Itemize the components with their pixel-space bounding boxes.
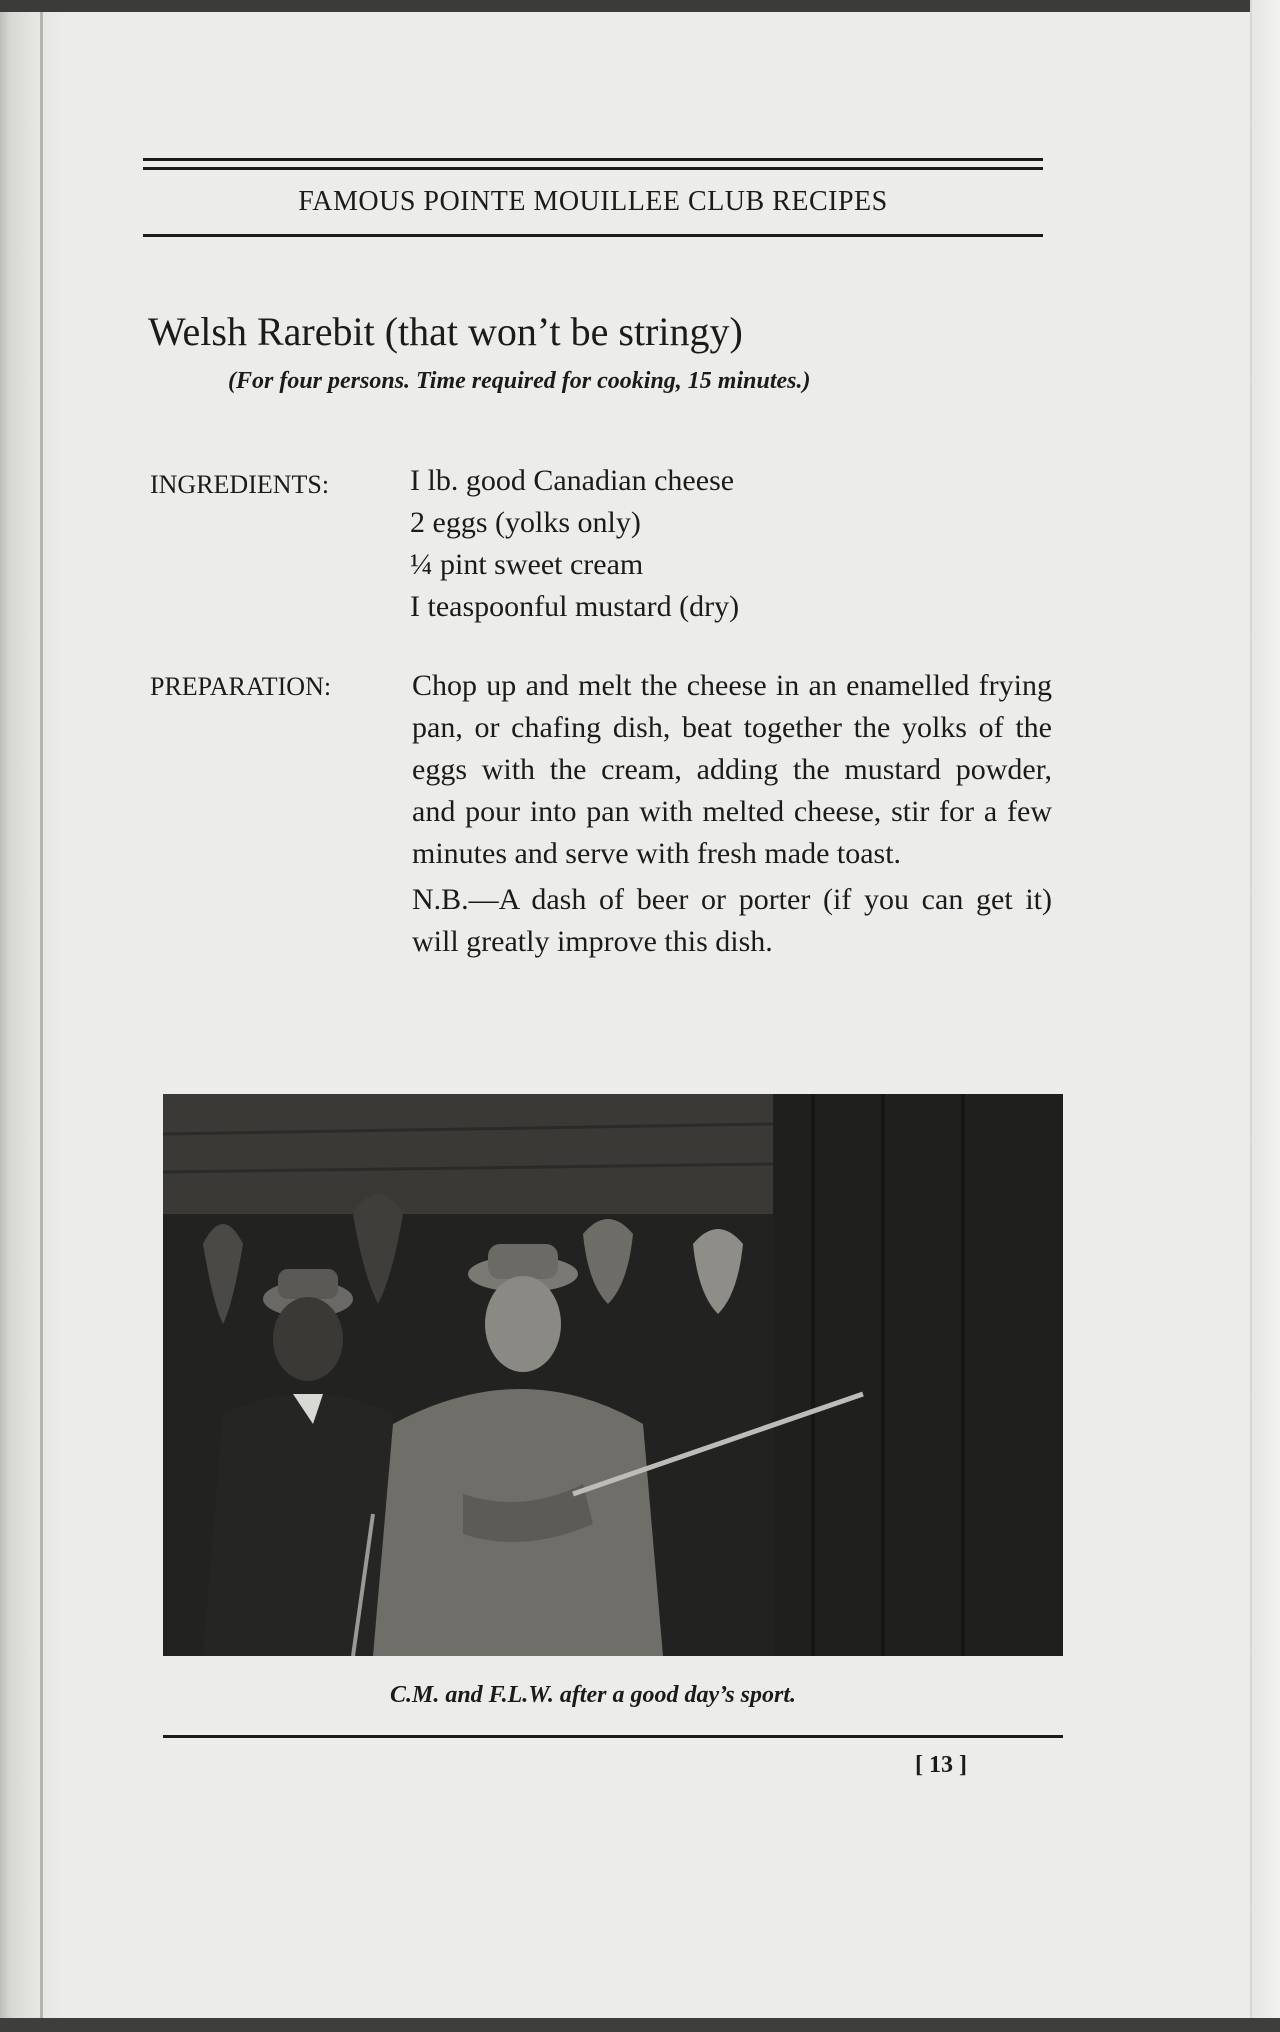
preparation-label: PREPARATION: xyxy=(150,672,332,701)
photograph-two-hunters xyxy=(163,1094,1063,1656)
ingredient-item: ¼ pint sweet cream xyxy=(410,548,644,581)
ingredient-item: 2 eggs (yolks only) xyxy=(410,506,641,539)
book-spine-shadow xyxy=(0,0,64,2032)
ingredient-item: I lb. good Canadian cheese xyxy=(410,464,735,497)
recipe-title: Welsh Rarebit (that won’t be stringy) xyxy=(148,309,743,354)
footer-rule xyxy=(163,1735,1063,1738)
scan-bottom-edge xyxy=(0,2018,1280,2032)
scan-top-edge xyxy=(0,0,1280,12)
page-number: [ 13 ] xyxy=(915,1752,967,1778)
binding-line xyxy=(40,0,43,2032)
preparation-text xyxy=(412,665,1052,963)
running-head: FAMOUS POINTE MOUILLEE CLUB RECIPES xyxy=(298,186,888,217)
header-rule-bottom xyxy=(143,234,1043,237)
preparation-paragraph: Chop up and melt the cheese in an enamelled frying pan, or chafing dish, beat together the yolks of the eggs with the cream, adding the mustard powder, and pour into pan with melted cheese, stir for a few minutes and serve with fresh made toast. xyxy=(412,669,1052,870)
photo-illustration xyxy=(163,1094,1063,1656)
photo-caption: C.M. and F.L.W. after a good day’s sport. xyxy=(389,1682,797,1708)
ingredients-label: INGREDIENTS: xyxy=(150,470,330,499)
header-rule-top xyxy=(143,158,1043,161)
page-right-edge xyxy=(1250,0,1280,2032)
ingredients-list xyxy=(410,460,739,628)
header-rule-top-second xyxy=(143,167,1043,170)
note-paragraph: N.B.—A dash of beer or porter (if you can get it) will greatly improve this dish. xyxy=(412,883,1052,958)
recipe-subtitle: (For four persons. Time required for cooking, 15 minutes.) xyxy=(228,368,811,394)
ingredient-item: I teaspoonful mustard (dry) xyxy=(410,590,740,623)
